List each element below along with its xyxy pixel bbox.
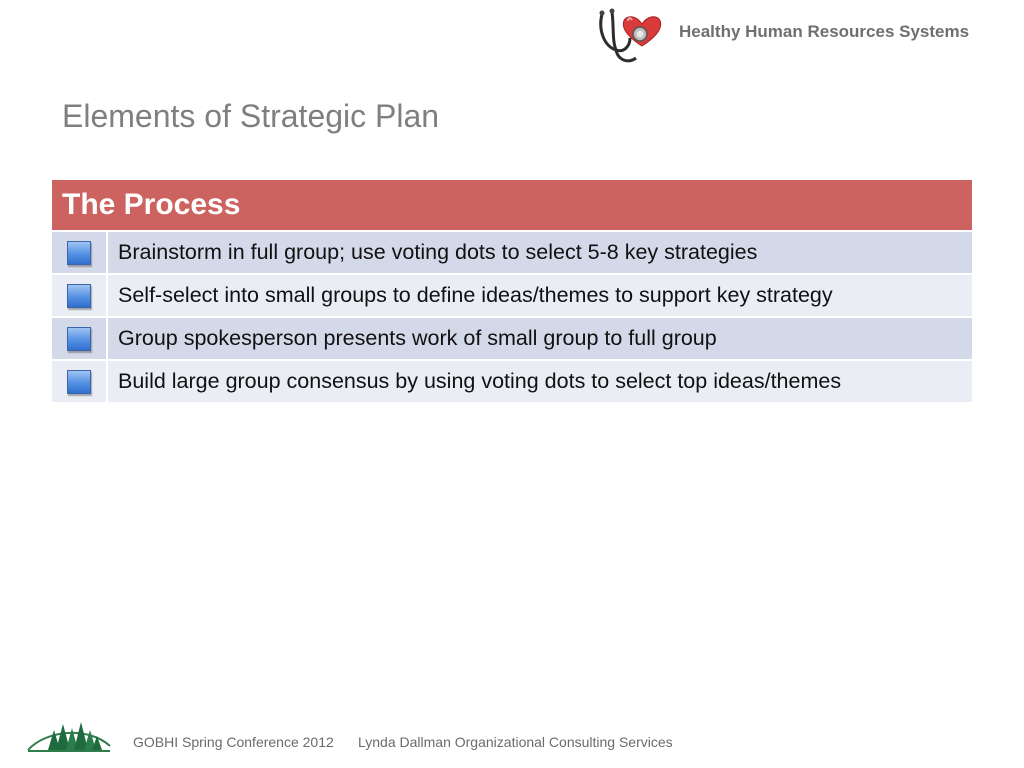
table-row	[52, 232, 972, 273]
blue-square-bullet-icon	[67, 284, 91, 308]
step-text: Brainstorm in full group; use voting dots to select 5-8 key strategies	[108, 232, 972, 273]
bullet-cell	[52, 361, 106, 402]
stethoscope-heart-icon	[594, 6, 670, 68]
blue-square-bullet-icon	[67, 241, 91, 265]
blue-square-bullet-icon	[67, 327, 91, 351]
table-row	[52, 318, 972, 359]
table-row	[52, 275, 972, 316]
brand-name: Healthy Human Resources Systems	[679, 22, 970, 41]
bullet-cell	[52, 318, 106, 359]
process-table	[52, 180, 972, 402]
table-heading: The Process	[52, 180, 972, 230]
step-text: Self-select into small groups to define ideas/themes to support key strategy	[108, 275, 972, 316]
bullet-cell	[52, 275, 106, 316]
tree-line-logo-icon	[26, 716, 112, 754]
slide-title: Elements of Strategic Plan	[62, 98, 440, 134]
footer-organization: Lynda Dallman Organizational Consulting Services	[358, 734, 673, 750]
bullet-cell	[52, 232, 106, 273]
step-text: Build large group consensus by using voting dots to select top ideas/themes	[108, 361, 972, 402]
blue-square-bullet-icon	[67, 370, 91, 394]
table-row	[52, 361, 972, 402]
step-text: Group spokesperson presents work of small group to full group	[108, 318, 972, 359]
footer-conference: GOBHI Spring Conference 2012	[133, 734, 334, 750]
